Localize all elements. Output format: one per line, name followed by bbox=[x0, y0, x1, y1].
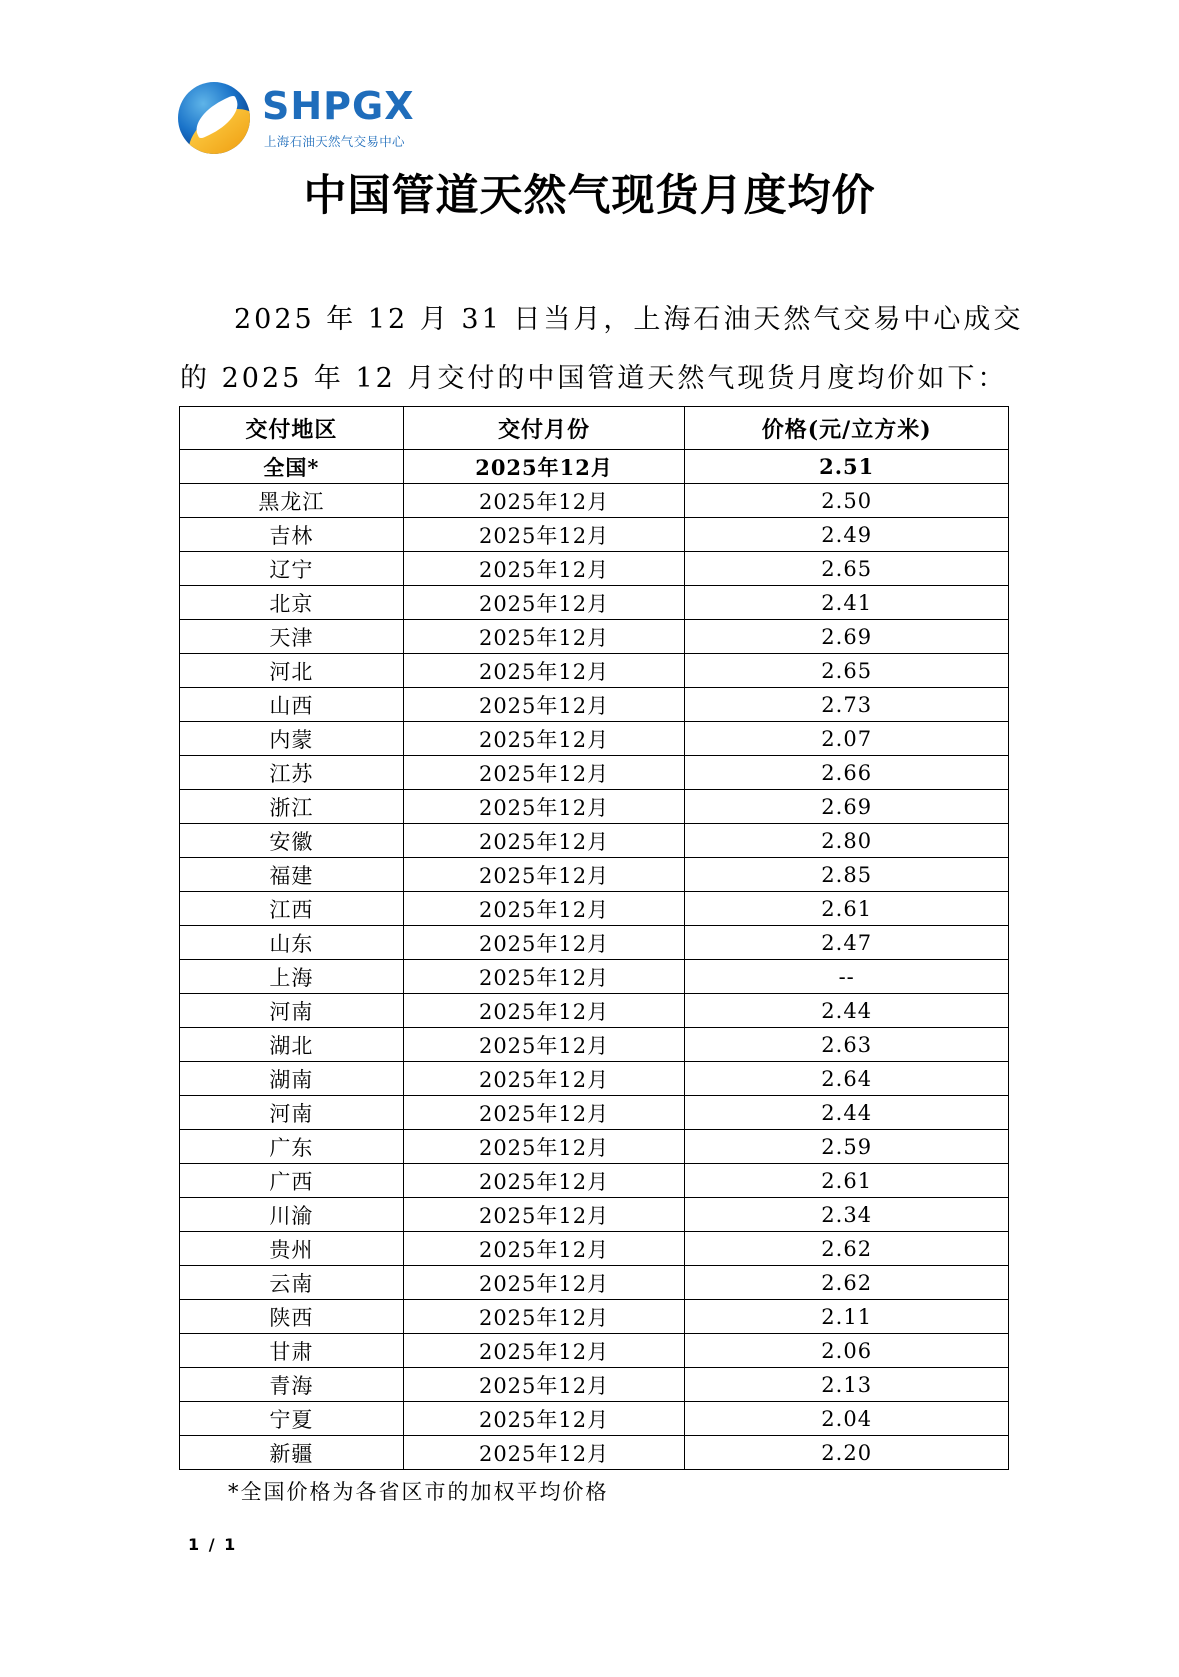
cell-month: 2025年12月 bbox=[403, 1198, 685, 1232]
cell-month: 2025年12月 bbox=[403, 586, 685, 620]
table-row bbox=[180, 1368, 1009, 1402]
cell-price: 2.50 bbox=[685, 484, 1009, 518]
cell-month: 2025年12月 bbox=[403, 1300, 685, 1334]
cell-region: 黑龙江 bbox=[180, 484, 404, 518]
table-row bbox=[180, 484, 1009, 518]
cell-region: 河南 bbox=[180, 1096, 404, 1130]
cell-price: 2.11 bbox=[685, 1300, 1009, 1334]
page-number: 1 / 1 bbox=[188, 1535, 238, 1554]
table-row bbox=[180, 688, 1009, 722]
intro-line-2: 的 2025 年 12 月交付的中国管道天然气现货月度均价如下： bbox=[180, 363, 1008, 394]
cell-price: 2.85 bbox=[685, 858, 1009, 892]
cell-price: 2.64 bbox=[685, 1062, 1009, 1096]
table-row bbox=[180, 620, 1009, 654]
cell-price: 2.69 bbox=[685, 790, 1009, 824]
table-row bbox=[180, 1232, 1009, 1266]
table-row bbox=[180, 654, 1009, 688]
cell-region: 云南 bbox=[180, 1266, 404, 1300]
table-row bbox=[180, 586, 1009, 620]
cell-region: 江西 bbox=[180, 892, 404, 926]
table-header-row bbox=[180, 407, 1009, 450]
cell-region: 陕西 bbox=[180, 1300, 404, 1334]
header-month: 交付月份 bbox=[403, 407, 685, 450]
cell-region: 浙江 bbox=[180, 790, 404, 824]
cell-price: 2.69 bbox=[685, 620, 1009, 654]
cell-region: 宁夏 bbox=[180, 1402, 404, 1436]
cell-region: 北京 bbox=[180, 586, 404, 620]
table-row bbox=[180, 858, 1009, 892]
table-row bbox=[180, 994, 1009, 1028]
cell-month: 2025年12月 bbox=[403, 722, 685, 756]
table-row bbox=[180, 892, 1009, 926]
cell-month: 2025年12月 bbox=[403, 450, 685, 484]
cell-month: 2025年12月 bbox=[403, 1096, 685, 1130]
cell-price: 2.66 bbox=[685, 756, 1009, 790]
intro-line-1: 2025 年 12 月 31 日当月，上海石油天然气交易中心成交 bbox=[234, 304, 1024, 335]
cell-region: 上海 bbox=[180, 960, 404, 994]
cell-region: 山东 bbox=[180, 926, 404, 960]
cell-price: 2.06 bbox=[685, 1334, 1009, 1368]
cell-month: 2025年12月 bbox=[403, 1232, 685, 1266]
cell-month: 2025年12月 bbox=[403, 654, 685, 688]
cell-price: 2.04 bbox=[685, 1402, 1009, 1436]
cell-price: -- bbox=[685, 960, 1009, 994]
table-row bbox=[180, 1266, 1009, 1300]
cell-month: 2025年12月 bbox=[403, 518, 685, 552]
cell-price: 2.73 bbox=[685, 688, 1009, 722]
cell-price: 2.44 bbox=[685, 1096, 1009, 1130]
cell-month: 2025年12月 bbox=[403, 1266, 685, 1300]
footnote: *全国价格为各省区市的加权平均价格 bbox=[228, 1480, 609, 1504]
cell-region: 吉林 bbox=[180, 518, 404, 552]
table-row bbox=[180, 960, 1009, 994]
table-row bbox=[180, 1028, 1009, 1062]
table-row bbox=[180, 1164, 1009, 1198]
cell-month: 2025年12月 bbox=[403, 756, 685, 790]
cell-month: 2025年12月 bbox=[403, 1402, 685, 1436]
table-row bbox=[180, 926, 1009, 960]
cell-region: 广东 bbox=[180, 1130, 404, 1164]
cell-price: 2.20 bbox=[685, 1436, 1009, 1470]
cell-region: 福建 bbox=[180, 858, 404, 892]
table-row bbox=[180, 756, 1009, 790]
cell-region: 青海 bbox=[180, 1368, 404, 1402]
header-region: 交付地区 bbox=[180, 407, 404, 450]
cell-price: 2.65 bbox=[685, 654, 1009, 688]
cell-month: 2025年12月 bbox=[403, 688, 685, 722]
cell-region: 贵州 bbox=[180, 1232, 404, 1266]
cell-price: 2.62 bbox=[685, 1232, 1009, 1266]
table-row bbox=[180, 1436, 1009, 1470]
cell-region: 全国* bbox=[180, 450, 404, 484]
cell-price: 2.13 bbox=[685, 1368, 1009, 1402]
cell-month: 2025年12月 bbox=[403, 1368, 685, 1402]
cell-region: 山西 bbox=[180, 688, 404, 722]
shpgx-logo bbox=[178, 82, 418, 156]
cell-region: 内蒙 bbox=[180, 722, 404, 756]
cell-month: 2025年12月 bbox=[403, 790, 685, 824]
document-title: 中国管道天然气现货月度均价 bbox=[303, 171, 876, 221]
cell-month: 2025年12月 bbox=[403, 1062, 685, 1096]
cell-month: 2025年12月 bbox=[403, 892, 685, 926]
cell-price: 2.63 bbox=[685, 1028, 1009, 1062]
cell-region: 川渝 bbox=[180, 1198, 404, 1232]
logo-name: SHPGX bbox=[262, 84, 415, 128]
table-row bbox=[180, 722, 1009, 756]
cell-region: 江苏 bbox=[180, 756, 404, 790]
logo-subtitle: 上海石油天然气交易中心 bbox=[264, 134, 405, 149]
cell-month: 2025年12月 bbox=[403, 1334, 685, 1368]
cell-month: 2025年12月 bbox=[403, 858, 685, 892]
table-row bbox=[180, 790, 1009, 824]
cell-price: 2.61 bbox=[685, 892, 1009, 926]
table-row bbox=[180, 450, 1009, 484]
cell-region: 新疆 bbox=[180, 1436, 404, 1470]
cell-month: 2025年12月 bbox=[403, 824, 685, 858]
cell-price: 2.59 bbox=[685, 1130, 1009, 1164]
cell-price: 2.49 bbox=[685, 518, 1009, 552]
cell-price: 2.44 bbox=[685, 994, 1009, 1028]
cell-month: 2025年12月 bbox=[403, 484, 685, 518]
cell-price: 2.47 bbox=[685, 926, 1009, 960]
cell-region: 湖北 bbox=[180, 1028, 404, 1062]
table-row bbox=[180, 518, 1009, 552]
cell-price: 2.65 bbox=[685, 552, 1009, 586]
table-row bbox=[180, 824, 1009, 858]
cell-price: 2.80 bbox=[685, 824, 1009, 858]
price-table bbox=[179, 406, 1009, 1470]
table-row bbox=[180, 552, 1009, 586]
table-row bbox=[180, 1334, 1009, 1368]
cell-region: 安徽 bbox=[180, 824, 404, 858]
cell-month: 2025年12月 bbox=[403, 960, 685, 994]
cell-month: 2025年12月 bbox=[403, 1028, 685, 1062]
cell-region: 辽宁 bbox=[180, 552, 404, 586]
cell-month: 2025年12月 bbox=[403, 926, 685, 960]
cell-price: 2.51 bbox=[685, 450, 1009, 484]
cell-price: 2.61 bbox=[685, 1164, 1009, 1198]
table-row bbox=[180, 1198, 1009, 1232]
cell-price: 2.41 bbox=[685, 586, 1009, 620]
cell-month: 2025年12月 bbox=[403, 552, 685, 586]
cell-month: 2025年12月 bbox=[403, 994, 685, 1028]
table-row bbox=[180, 1062, 1009, 1096]
cell-region: 湖南 bbox=[180, 1062, 404, 1096]
cell-region: 河南 bbox=[180, 994, 404, 1028]
header-price: 价格(元/立方米) bbox=[685, 407, 1009, 450]
cell-price: 2.07 bbox=[685, 722, 1009, 756]
cell-region: 河北 bbox=[180, 654, 404, 688]
cell-region: 甘肃 bbox=[180, 1334, 404, 1368]
cell-month: 2025年12月 bbox=[403, 1130, 685, 1164]
cell-month: 2025年12月 bbox=[403, 1436, 685, 1470]
cell-price: 2.34 bbox=[685, 1198, 1009, 1232]
cell-region: 天津 bbox=[180, 620, 404, 654]
cell-month: 2025年12月 bbox=[403, 620, 685, 654]
cell-region: 广西 bbox=[180, 1164, 404, 1198]
table-row bbox=[180, 1096, 1009, 1130]
table-row bbox=[180, 1402, 1009, 1436]
cell-price: 2.62 bbox=[685, 1266, 1009, 1300]
logo-mark-icon bbox=[178, 82, 250, 154]
table-row bbox=[180, 1130, 1009, 1164]
cell-month: 2025年12月 bbox=[403, 1164, 685, 1198]
table-row bbox=[180, 1300, 1009, 1334]
